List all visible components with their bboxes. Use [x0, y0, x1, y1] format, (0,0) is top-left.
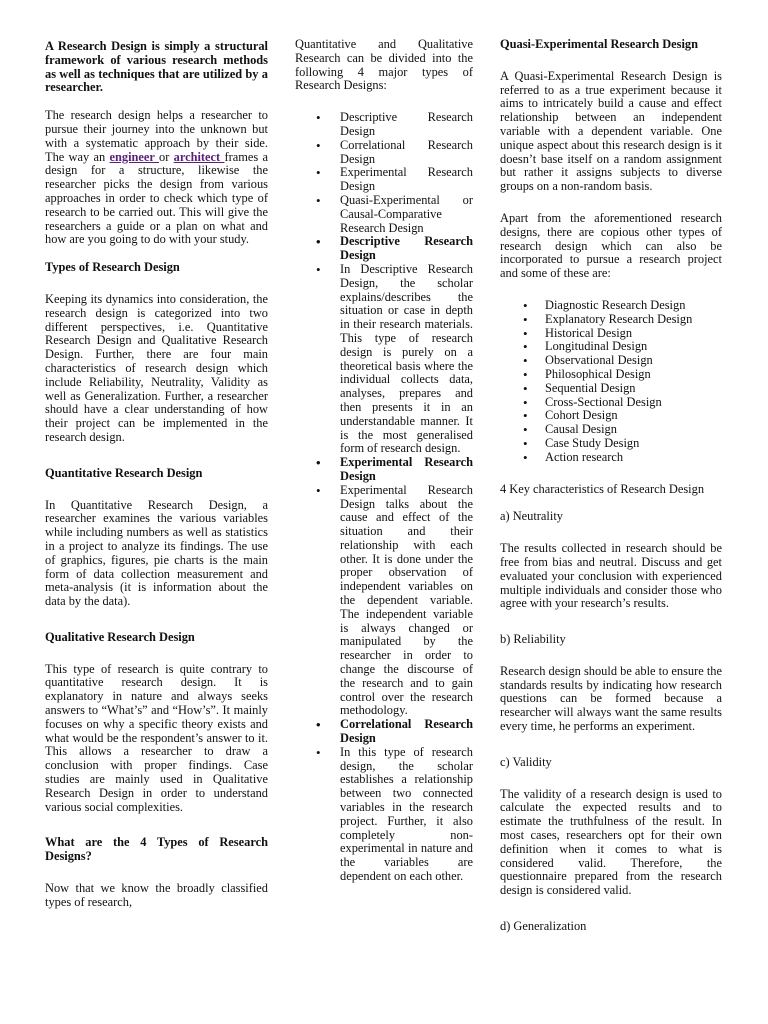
reliability-paragraph: Research design should be able to ensure the standards results by indicating how research questions can be formed because a researcher will always want the same results every time, he performs an experiment. [500, 663, 722, 734]
other-designs-paragraph: Apart from the aforementioned research designs, there are copious other types of research design which can also be incorporated to pursue a research project and some of these are: [500, 210, 722, 281]
neutrality-paragraph: The results collected in research should be free from bias and neutral. Discuss and get evaluated your conclusion with experienced multiple individuals and consider those who agree with your research’s results. [500, 541, 722, 611]
heading-neutrality: a) Neutrality [500, 509, 563, 524]
list-item: • Cohort Design [500, 409, 722, 423]
paragraph-text-b: frames a design for a structure, likewise the researcher picks the design from various approaches in order to check which type of research to be carried out. This will give the researchers a guide or a plan on what and how are you going to do with your study. [45, 149, 268, 247]
heading-qualitative: Qualitative Research Design [45, 629, 195, 644]
types-paragraph: Keeping its dynamics into consideration, the research design is categorized into two different perspectives, i.e. Quantitative Research Design and Qualitative Research Design. Further, there are four main characteristics of research design which include Reliability, Neutrality, Validity as well as Generalization. Further, a researcher should have a clear understanding of how their project can be implemented in the research design. [45, 291, 268, 444]
list-item: • Experimental Research Design [295, 166, 473, 194]
column-left [45, 38, 268, 910]
research-design-paragraph [45, 109, 268, 247]
column-middle [295, 38, 473, 884]
four-types-paragraph: Now that we know the broadly classified types of research, [45, 881, 268, 909]
heading-quasi: Quasi-Experimental Research Design [500, 37, 699, 51]
descriptive-text: • In Descriptive Research Design, the scholar explains/describes the situation or case in depth in their research materials. This type of research design is purely on a theoretical basis where the individual collects data, analyses, prepares and then presents it in an understandable manner. It is the most generalised form of research design. [295, 263, 473, 456]
list-item: • Quasi-Experimental or Causal-Comparative Research Design [295, 194, 473, 235]
list-item: • Philosophical Design [500, 368, 722, 382]
list-item: • Sequential Design [500, 382, 722, 396]
column-right [500, 38, 722, 934]
other-designs-list [500, 299, 722, 465]
paragraph-text-a: The research design helps a researcher to pursue their journey into the unknown but with a systematic approach by their side. The way an [45, 108, 268, 164]
experimental-text: • Experimental Research Design talks about the cause and effect of the situation and their relationship with each other. It is done under the proper observation of independent variables on the dependent variable. The independent variable is always changed or manipulated by the researcher in order to change the discourse of the research and to gain control over the research methodology. [295, 484, 473, 719]
list-item: • Action research [500, 451, 722, 465]
list-item: • Correlational Research Design [295, 139, 473, 167]
heading-four-types: What are the 4 Types of Research Designs? [45, 835, 268, 864]
quantitative-paragraph: In Quantitative Research Design, a researcher examines the various variables while including numbers as well as statistics in a project to analyze its findings. The use of graphics, figures, pie charts is the main form of data collection measurement and meta-analysis (it is information about the data by the data). [45, 497, 268, 609]
heading-validity: c) Validity [500, 754, 552, 769]
list-item: • Descriptive Research Design [295, 111, 473, 139]
list-item: • Case Study Design [500, 437, 722, 451]
list-item: • Diagnostic Research Design [500, 299, 722, 313]
heading-reliability: b) Reliability [500, 632, 566, 647]
types-list [295, 111, 473, 884]
list-item: • Longitudinal Design [500, 340, 722, 354]
correlational-text: • In this type of research design, the scholar establishes a relationship between two connected variables in the research project. Further, it also completely non-experimental in nature and the variables are dependent on each other. [295, 746, 473, 884]
paragraph-text-or: or [159, 149, 174, 164]
descriptive-heading: • Descriptive Research Design [295, 235, 473, 263]
experimental-heading: • Experimental Research Design [295, 456, 473, 484]
engineer-link[interactable]: engineer [109, 149, 159, 164]
qualitative-paragraph: This type of research is quite contrary to quantitative research design. It is explanatory in nature and always seeks answers to “What’s” and “How’s”. It mainly focuses on why a specific theory exists and what would be the respondent’s answer to it. This allows a researcher to draw a conclusion with proper findings. Case studies are mainly used in Qualitative Research Design in order to understand various social complexities. [45, 661, 268, 814]
key-characteristics-line: 4 Key characteristics of Research Design [500, 481, 705, 496]
architect-link[interactable]: architect [173, 149, 225, 164]
heading-generalization: d) Generalization [500, 919, 587, 934]
heading-quantitative: Quantitative Research Design [45, 465, 203, 480]
correlational-heading: • Correlational Research Design [295, 718, 473, 746]
heading-types: Types of Research Design [45, 260, 180, 275]
list-item: • Explanatory Research Design [500, 313, 722, 327]
quasi-paragraph: A Quasi-Experimental Research Design is referred to as a true experiment because it aims to intricately build a cause and effect relationship between an independent variable with a dependent variable. One unique aspect about this research design is it doesn’t base itself on a random assignment but rather it assigns subjects to diverse groups on a non-random basis. [500, 68, 722, 194]
list-item: • Observational Design [500, 354, 722, 368]
intro-paragraph: A Research Design is simply a structural framework of various research methods as well as techniques that are utilized by a researcher. [45, 39, 268, 95]
validity-paragraph: The validity of a research design is used to calculate the expected results and to estimate the truthfulness of the result. In most cases, researchers opt for their own definition when it comes to what is considered valid. Therefore, the questionnaire prepared from the research design is considered valid. [500, 786, 722, 898]
list-item: • Causal Design [500, 423, 722, 437]
list-item: • Cross-Sectional Design [500, 396, 722, 410]
major-types-intro: Quantitative and Qualitative Research can be divided into the following 4 major types of Research Designs: [295, 37, 473, 93]
list-item: • Historical Design [500, 327, 722, 341]
